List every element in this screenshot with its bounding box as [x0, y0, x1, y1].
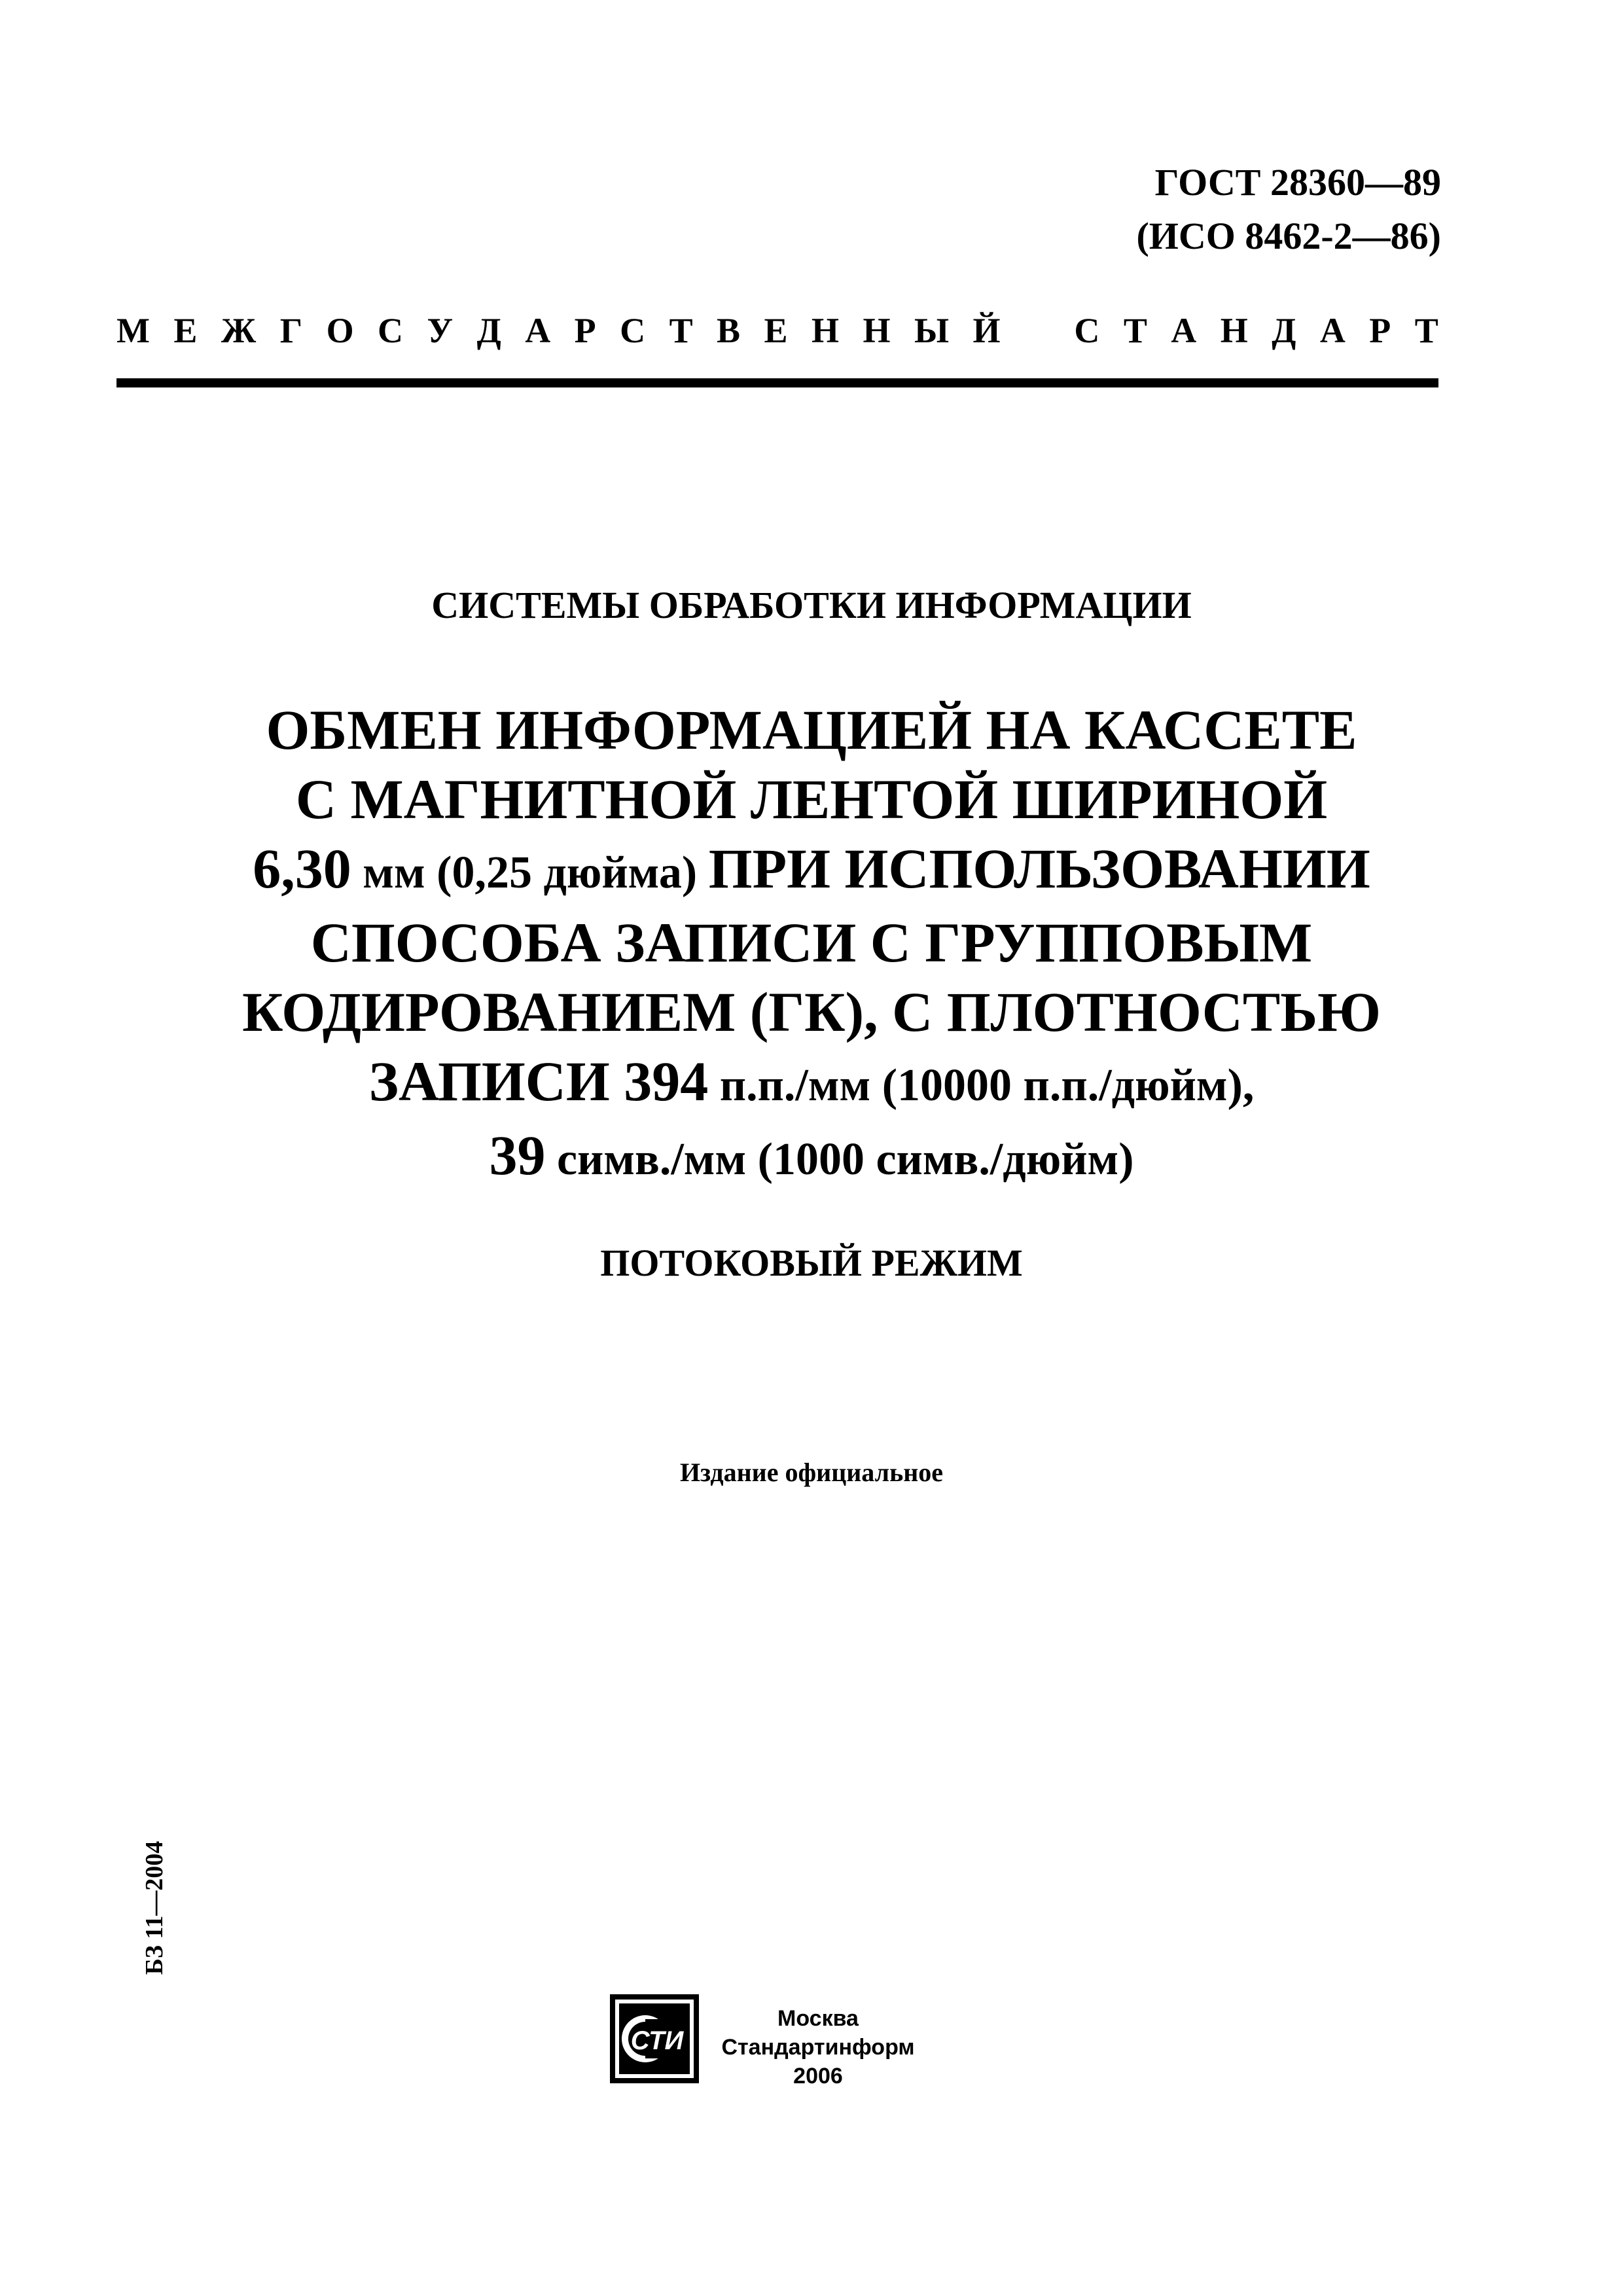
- edition-note: Издание официальное: [679, 1458, 944, 1487]
- logo-graphic: [609, 1993, 700, 2085]
- title-fragment: п.п./мм (10000 п.п./дюйм),: [708, 1060, 1255, 1111]
- title-line-7: [0, 1121, 1623, 1194]
- letter: А: [1171, 311, 1197, 350]
- publisher-logo-icon: [609, 1993, 700, 2085]
- side-code: [135, 1820, 174, 1996]
- publisher-info: [720, 2004, 916, 2090]
- document-title: [0, 695, 1623, 1194]
- word-gap: [1024, 308, 1050, 353]
- header-divider: [116, 378, 1438, 387]
- letter: Ы: [914, 311, 949, 350]
- gost-number: ГОСТ 28360—89: [1154, 161, 1441, 204]
- title-line-6: [0, 1047, 1623, 1121]
- title-fragment: мм (0,25 дюйма): [351, 848, 709, 898]
- letter: Т: [669, 311, 693, 350]
- letter: Н: [812, 311, 840, 350]
- category-heading: СИСТЕМЫ ОБРАБОТКИ ИНФОРМАЦИИ: [431, 584, 1192, 626]
- letter: Р: [574, 311, 596, 350]
- letter: Н: [863, 311, 891, 350]
- letter: Р: [1369, 311, 1391, 350]
- letter: С: [620, 311, 646, 350]
- title-line-4: СПОСОБА ЗАПИСИ С ГРУППОВЫМ: [310, 911, 1313, 974]
- title-fragment: симв./мм (1000 симв./дюйм): [545, 1134, 1134, 1185]
- letter: В: [717, 311, 741, 350]
- letter: С: [1074, 311, 1100, 350]
- letter: Т: [1123, 311, 1147, 350]
- logo-text: СТИ: [630, 2026, 684, 2055]
- title-line-1: ОБМЕН ИНФОРМАЦИЕЙ НА КАССЕТЕ: [266, 698, 1357, 761]
- letter: А: [525, 311, 551, 350]
- publication-year: 2006: [793, 2064, 843, 2089]
- letter: Е: [764, 311, 788, 350]
- letter: Ж: [221, 311, 257, 350]
- letter: У: [427, 311, 454, 350]
- publisher-city: Москва: [777, 2006, 859, 2031]
- letter: А: [1319, 311, 1346, 350]
- title-fragment: ЗАПИСИ 394: [368, 1050, 709, 1113]
- letter: Д: [1272, 311, 1296, 350]
- title-fragment: 39: [489, 1124, 546, 1187]
- title-line-2: С МАГНИТНОЙ ЛЕНТОЙ ШИРИНОЙ: [295, 768, 1328, 831]
- subtitle: ПОТОКОВЫЙ РЕЖИМ: [600, 1242, 1023, 1284]
- letter: Е: [173, 311, 198, 350]
- title-fragment: ПРИ ИСПОЛЬЗОВАНИИ: [708, 837, 1370, 900]
- document-number: [983, 156, 1441, 263]
- side-code-text: БЗ 11—2004: [141, 1840, 168, 1975]
- title-line-3: [0, 834, 1623, 908]
- letter: Й: [972, 311, 1001, 350]
- letter: Д: [476, 311, 501, 350]
- iso-number: (ИСО 8462-2—86): [1136, 215, 1441, 257]
- letter: Г: [279, 311, 303, 350]
- letter: О: [326, 311, 354, 350]
- letter: С: [378, 311, 404, 350]
- letter: М: [116, 311, 150, 350]
- publisher-name: Стандартинформ: [721, 2035, 915, 2060]
- letter: Т: [1414, 311, 1438, 350]
- title-line-5: КОДИРОВАНИЕМ (ГК), С ПЛОТНОСТЬЮ: [242, 980, 1381, 1043]
- letter: Н: [1220, 311, 1248, 350]
- title-fragment: 6,30: [253, 837, 351, 900]
- standard-type-heading: [116, 308, 1438, 353]
